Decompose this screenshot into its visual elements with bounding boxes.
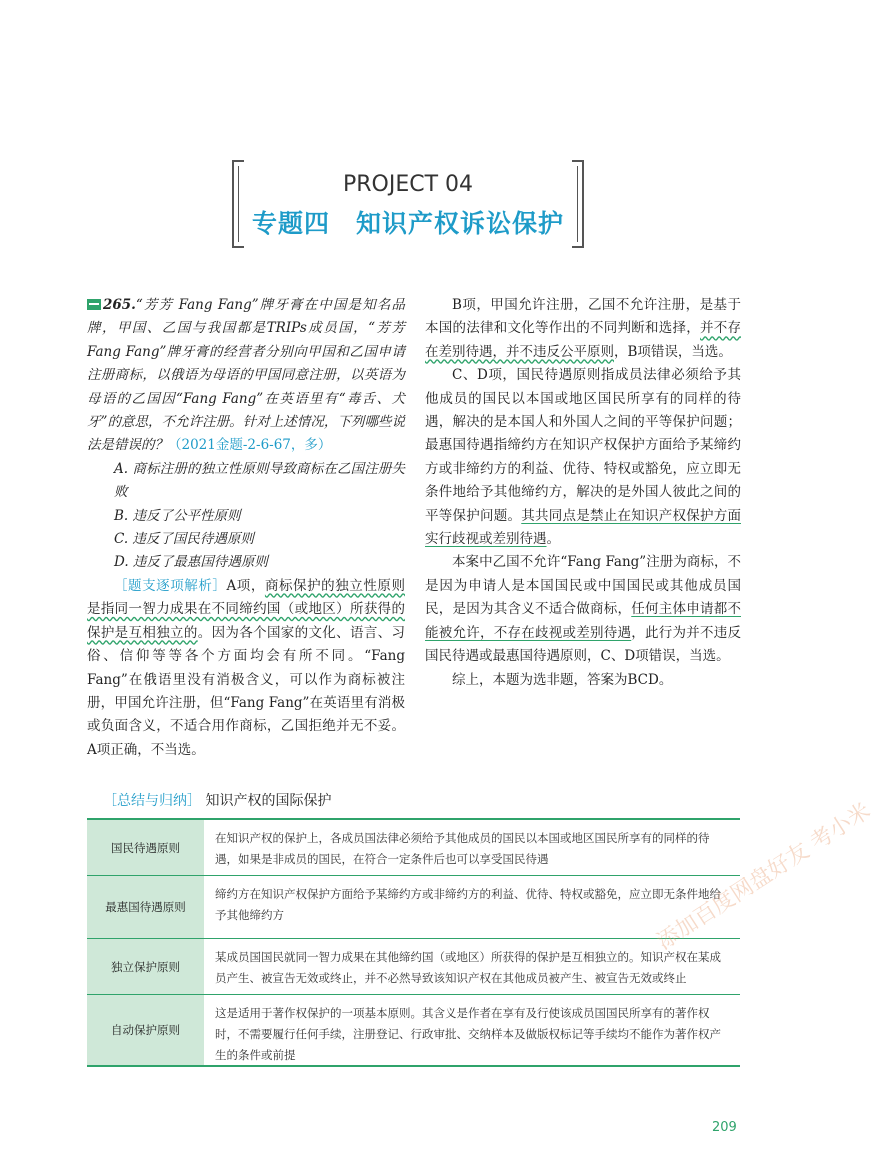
- question-number: 265.: [103, 297, 136, 313]
- principle-desc: 缔约方在知识产权保护方面给予某缔约方或非缔约方的利益、优待、特权或豁免，应立即无条件地给予其他缔约方: [215, 887, 721, 922]
- question-source: （2021金题-2-6-67，多）: [168, 437, 332, 454]
- project-title-part1: 专题四: [251, 209, 330, 238]
- table-row: [87, 876, 740, 939]
- principle-name: 自动保护原则: [87, 995, 205, 1065]
- question-text: “芳芳 Fang Fang”牌牙膏在中国是知名品牌，甲国、乙国与我国都是TRIPs成员国，“芳芳Fang Fang”牌牙膏的经营者分别向甲国和乙国申请注册商标，以俄语为母语的甲国同意注册，以英语为母语的乙国因“Fang Fang”在英语里有“毒舌、犬牙”的意思，不允许注册。针对上述情况，下列哪些说法是错误的？: [87, 297, 405, 454]
- analysis-label: ［题支逐项解析］: [114, 577, 227, 594]
- analysis-p1-lead: A项，: [226, 577, 265, 594]
- analysis-paragraph-3: [425, 364, 741, 551]
- summary-table: [87, 818, 740, 1067]
- analysis-p1-highlight: 商标保护的独立性原则是指同一智力成果在不同缔约国（或地区）所获得的保护是互相独立的: [87, 577, 405, 641]
- question-icon: [87, 299, 101, 310]
- principle-desc: 某成员国国民就同一智力成果在其他缔约国（或地区）所获得的保护是互相独立的。知识产权在某成员产生、被宣告无效或终止，并不必然导致该知识产权在其他成员被产生、被宣告无效或终止: [215, 950, 721, 985]
- option-a: A. 商标注册的独立性原则导致商标在乙国注册失败: [114, 460, 405, 501]
- project-number: PROJECT 04: [342, 172, 474, 197]
- analysis-p3-highlight: 其共同点是禁止在知识产权保护方面实行歧视或差别待遇: [425, 507, 741, 548]
- summary-title: 知识产权的国际保护: [205, 793, 332, 809]
- table-row: [87, 995, 740, 1065]
- option-c: C. 违反了国民待遇原则: [114, 531, 254, 548]
- project-title-part2: 知识产权诉讼保护: [356, 209, 565, 238]
- option-b: B. 违反了公平性原则: [114, 507, 241, 524]
- principle-desc: 这是适用于著作权保护的一项基本原则。其含义是作者在享有及行使该成员国国民所享有的著作权时，不需要履行任何手续，注册登记、行政审批、交纳样本及做版权标记等手续均不能作为著作权产生的条件或前提: [215, 1006, 721, 1062]
- watermark-text: 添加百度网盘好友 考小米: [652, 798, 876, 956]
- summary-label: ［总结与归纳］: [103, 793, 201, 809]
- analysis-p2-highlight: 并不存在差别待遇，并不违反公平原则: [425, 320, 741, 360]
- analysis-paragraph-5: [425, 669, 741, 692]
- analysis-paragraph-2: [425, 294, 741, 364]
- question-stem: [87, 294, 405, 458]
- right-column: [425, 294, 741, 692]
- analysis-p3-lead: C、D项，国民待遇原则指成员法律必须给予其他成员的国民以本国或地区国民所享有的同样的待遇，解决的是本国人和外国人之间的平等保护问题；最惠国待遇指缔约方在知识产权保护方面给予某缔约方或非缔约方的利益、优待、特权或豁免，应立即无条件地给予其他缔约方，解决的是外国人彼此之间的平等保护问题。: [425, 367, 741, 524]
- analysis-p4-highlight: 任何主体申请都不能被允许，不存在歧视或差别待遇: [425, 601, 741, 641]
- page-number: 209: [712, 1120, 737, 1135]
- principle-name: 最惠国待遇原则: [87, 876, 205, 938]
- analysis-p2-rest: ，B项错误，当选。: [614, 343, 732, 360]
- analysis-paragraph-1: [87, 575, 405, 762]
- analysis-paragraph-4: [425, 551, 741, 668]
- left-column: [87, 294, 405, 762]
- analysis-p4-lead: 本案中乙国不允许“Fang Fang”注册为商标，不是因为申请人是本国国民或中国国民或其他成员国民，是因为其含义不适合做商标，: [425, 554, 741, 618]
- analysis-p1-rest: 。因为各个国家的文化、语言、习俗、信仰等等各个方面均会有所不同。“Fang Fang”在俄语里没有消极含义，可以作为商标被注册，甲国允许注册，但“Fang Fang”在英语里有消极或负面含义，不适合用作商标，乙国拒绝并无不妥。A项正确，不当选。: [87, 624, 406, 758]
- project-header: [232, 160, 584, 244]
- option-d: D. 违反了最惠国待遇原则: [114, 554, 268, 571]
- table-row: [87, 820, 740, 876]
- analysis-p2-lead: B项，甲国允许注册，乙国不允许注册，是基于本国的法律和文化等作出的不同判断和选择，: [425, 297, 741, 337]
- project-title: [232, 204, 584, 240]
- principle-name: 国民待遇原则: [87, 820, 205, 875]
- analysis-p4-rest: ，此行为并不违反国民待遇或最惠国待遇原则，C、D项错误，当选。: [425, 624, 741, 665]
- summary-heading: [103, 790, 331, 810]
- principle-desc: 在知识产权的保护上，各成员国法律必须给予其他成员的国民以本国或地区国民所享有的同样的待遇，如果是非成员的国民，在符合一定条件后也可以享受国民待遇: [215, 831, 710, 866]
- table-row: [87, 939, 740, 995]
- analysis-conclusion: 综上，本题为选非题，答案为BCD。: [452, 671, 673, 688]
- analysis-p3-rest: 。: [546, 531, 560, 548]
- principle-name: 独立保护原则: [87, 939, 205, 994]
